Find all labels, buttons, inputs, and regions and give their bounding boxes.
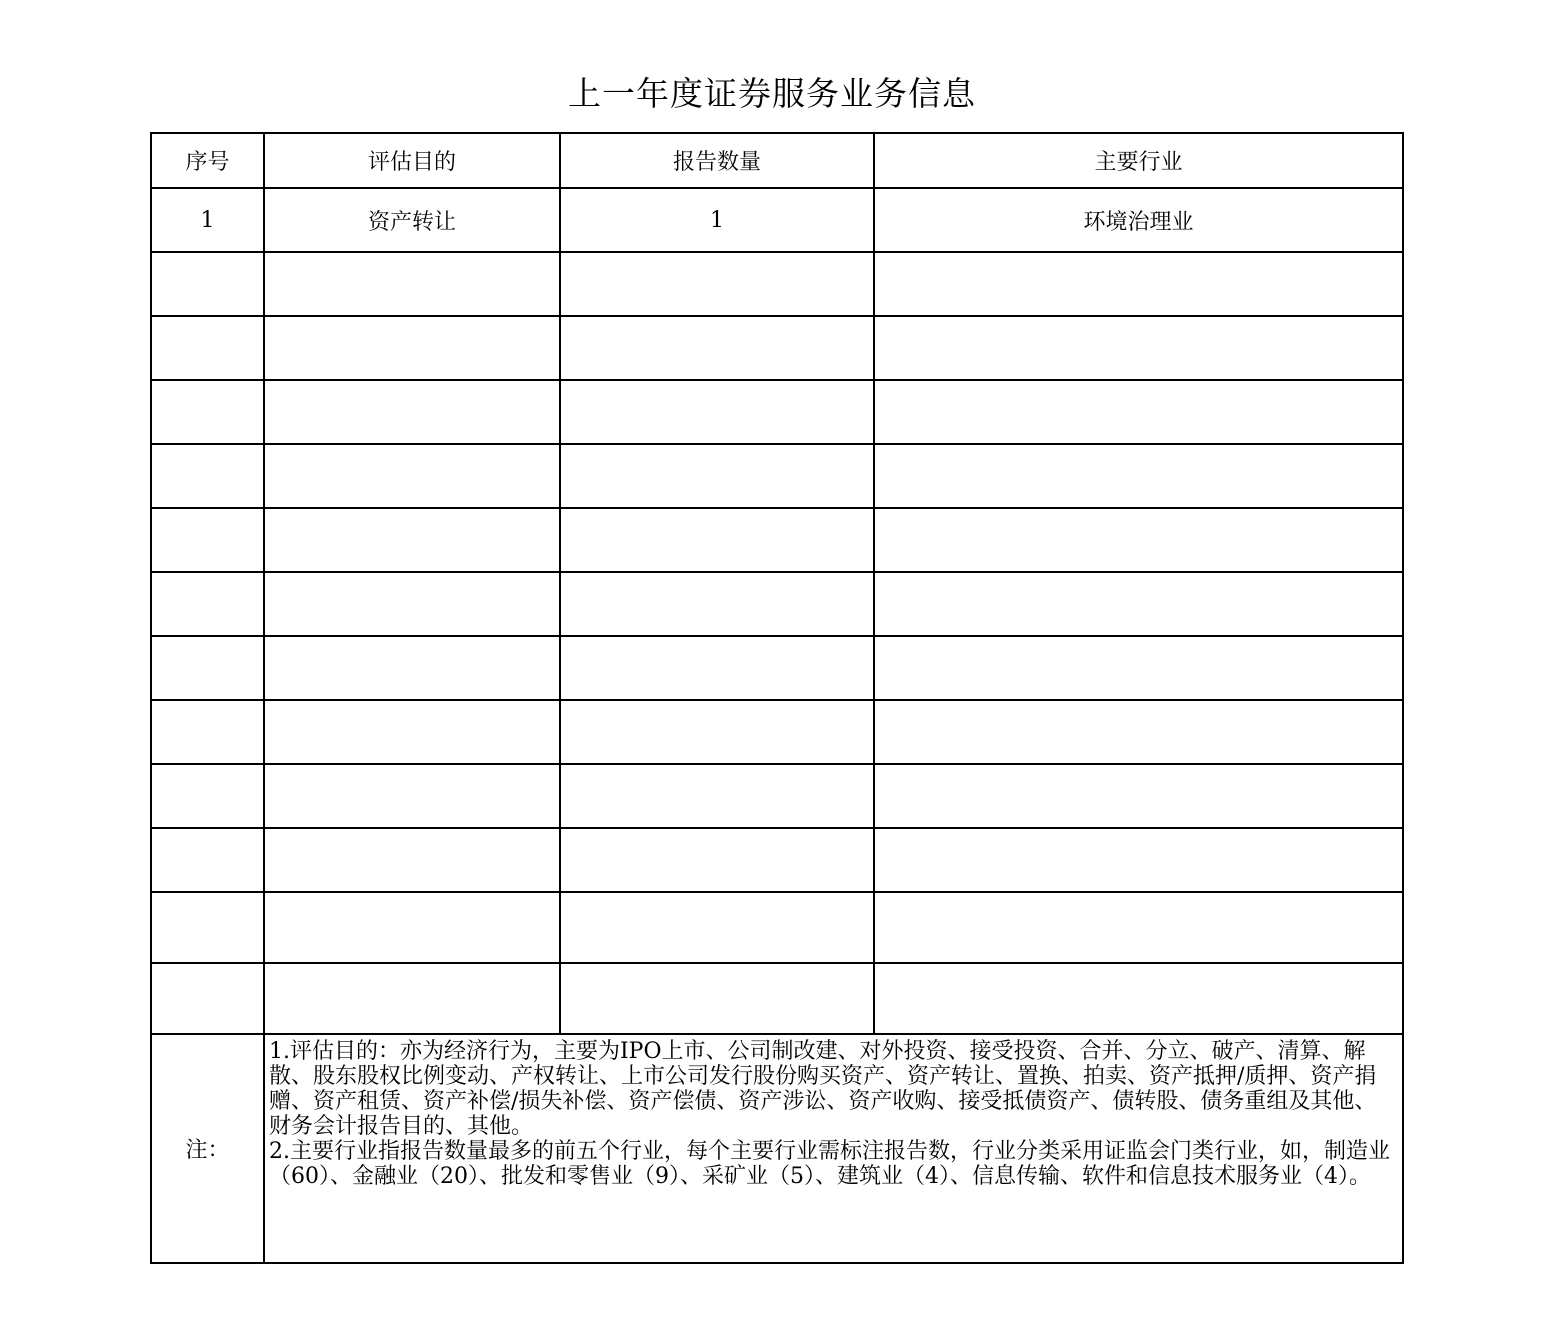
note-item: 2.主要行业指报告数量最多的前五个行业，每个主要行业需标注报告数，行业分类采用证监会门类行业，如，制造业（60）、金融业（20）、批发和零售业（9）、采矿业（5）、建筑业（4）、信息传输、软件和信息技术服务业（4）。 (269, 1139, 1390, 1189)
note-item: 1.评估目的：亦为经济行为，主要为IPO上市、公司制改建、对外投资、接受投资、合并、分立、破产、清算、解散、股东股权比例变动、产权转让、上市公司发行股份购买资产、资产转让、置换、拍卖、资产抵押/质押、资产捐赠、资产租赁、资产补偿/损失补偿、资产偿债、资产涉讼、资产收购、接受抵债资产、债转股、债务重组及其他、财务会计报告目的、其他。 (269, 1039, 1377, 1139)
cell-purpose (264, 508, 560, 572)
header-main-industry: 主要行业 (874, 133, 1403, 188)
cell-main-industry (874, 316, 1403, 380)
table-row (151, 444, 1403, 508)
table-header-row (151, 133, 1403, 188)
cell-purpose (264, 700, 560, 764)
cell-report-count (560, 636, 874, 700)
cell-purpose (264, 828, 560, 892)
cell-serial (151, 316, 264, 380)
table-row (151, 252, 1403, 316)
cell-main-industry (874, 508, 1403, 572)
table-row (151, 700, 1403, 764)
cell-main-industry (874, 444, 1403, 508)
table-row (151, 963, 1403, 1034)
cell-serial (151, 252, 264, 316)
cell-main-industry (874, 963, 1403, 1034)
cell-purpose (264, 764, 560, 828)
cell-serial: 1 (151, 188, 264, 252)
cell-report-count (560, 252, 874, 316)
cell-serial (151, 444, 264, 508)
cell-report-count (560, 380, 874, 444)
cell-serial (151, 508, 264, 572)
cell-serial (151, 963, 264, 1034)
cell-purpose (264, 444, 560, 508)
header-purpose: 评估目的 (264, 133, 560, 188)
table-row (151, 508, 1403, 572)
cell-serial (151, 380, 264, 444)
cell-report-count (560, 892, 874, 963)
cell-main-industry: 环境治理业 (874, 188, 1403, 252)
cell-report-count (560, 828, 874, 892)
cell-main-industry (874, 700, 1403, 764)
cell-serial (151, 572, 264, 636)
cell-report-count: 1 (560, 188, 874, 252)
cell-report-count (560, 508, 874, 572)
cell-main-industry (874, 892, 1403, 963)
cell-serial (151, 764, 264, 828)
notes-label: 注： (151, 1034, 264, 1263)
notes-body (264, 1034, 1403, 1263)
cell-report-count (560, 316, 874, 380)
cell-purpose: 资产转让 (264, 188, 560, 252)
notes-row (151, 1034, 1403, 1263)
table-row (151, 316, 1403, 380)
table-row (151, 764, 1403, 828)
cell-purpose (264, 963, 560, 1034)
table-row (151, 828, 1403, 892)
cell-main-industry (874, 380, 1403, 444)
cell-report-count (560, 764, 874, 828)
header-serial: 序号 (151, 133, 264, 188)
page-title: 上一年度证券服务业务信息 (568, 74, 976, 113)
cell-purpose (264, 380, 560, 444)
cell-purpose (264, 636, 560, 700)
cell-purpose (264, 316, 560, 380)
cell-serial (151, 700, 264, 764)
cell-purpose (264, 572, 560, 636)
table-row (151, 188, 1403, 252)
cell-serial (151, 636, 264, 700)
table-row (151, 892, 1403, 963)
table-row (151, 380, 1403, 444)
table-row (151, 572, 1403, 636)
header-report-count: 报告数量 (560, 133, 874, 188)
cell-main-industry (874, 828, 1403, 892)
cell-main-industry (874, 572, 1403, 636)
cell-purpose (264, 892, 560, 963)
cell-main-industry (874, 764, 1403, 828)
cell-report-count (560, 572, 874, 636)
cell-serial (151, 828, 264, 892)
cell-report-count (560, 700, 874, 764)
cell-serial (151, 892, 264, 963)
cell-main-industry (874, 636, 1403, 700)
cell-main-industry (874, 252, 1403, 316)
cell-report-count (560, 444, 874, 508)
service-info-table (150, 132, 1404, 1264)
cell-purpose (264, 252, 560, 316)
cell-report-count (560, 963, 874, 1034)
table-row (151, 636, 1403, 700)
